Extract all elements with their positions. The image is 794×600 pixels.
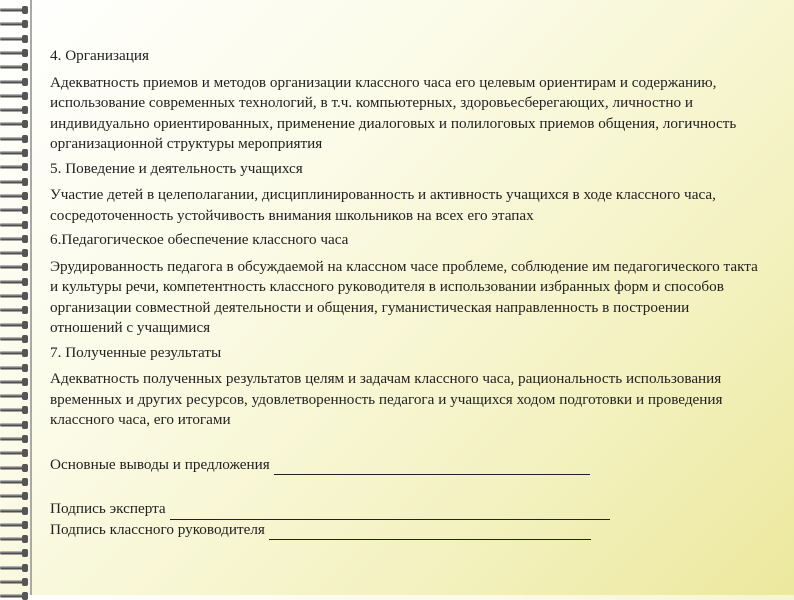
binding-ring <box>0 163 30 171</box>
binding-ring <box>0 78 30 86</box>
binding-ring <box>0 421 30 429</box>
section-results <box>50 343 765 431</box>
binding-ring <box>0 378 30 386</box>
binding-ring <box>0 392 30 400</box>
binding-ring <box>0 564 30 572</box>
binding-ring <box>0 192 30 200</box>
binding-ring <box>0 349 30 357</box>
binding-ring <box>0 492 30 500</box>
binding-ring <box>0 435 30 443</box>
binding-ring <box>0 478 30 486</box>
spiral-binding <box>0 0 34 595</box>
binding-ring <box>0 321 30 329</box>
expert-signature-blank[interactable] <box>170 503 610 520</box>
binding-ring <box>0 106 30 114</box>
binding-ring <box>0 406 30 414</box>
section-heading: 5. Поведение и деятельность учащихся <box>50 159 303 177</box>
teacher-signature-label: Подпись классного руководителя <box>50 520 265 538</box>
section-heading: 4. Организация <box>50 47 149 64</box>
section-text: Адекватность полученных результатов целям и задачам классного часа, рациональность использования временных и других ресурсов, удовлетворенность педагога и учащихся ходом подготовки и проведения классного часа, его итогами <box>50 370 723 428</box>
teacher-signature-blank[interactable] <box>269 523 591 540</box>
section-heading: 6.Педагогическое обеспечение классного часа <box>50 231 349 248</box>
conclusions-label: Основные выводы и предложения <box>50 455 270 473</box>
binding-ring <box>0 20 30 28</box>
binding-ring <box>0 521 30 529</box>
binding-ring <box>0 63 30 71</box>
page-edge <box>30 0 32 595</box>
binding-ring <box>0 120 30 128</box>
binding-ring <box>0 364 30 372</box>
binding-ring <box>0 235 30 243</box>
section-text: Адекватность приемов и методов организации классного часа его целевым ориентирам и содержанию, использование современных технологий, в т.ч. компьютерных, здоровьесберегающих, личностно и индивидуально ориентированных, применение диалоговых и полилоговых приемов общения, логичность организационной структуры мероприятия <box>50 73 737 152</box>
section-organization <box>50 46 765 155</box>
binding-ring <box>0 35 30 43</box>
binding-ring <box>0 178 30 186</box>
binding-ring <box>0 221 30 229</box>
binding-ring <box>0 335 30 343</box>
binding-ring <box>0 249 30 257</box>
expert-signature-label: Подпись эксперта <box>50 500 166 517</box>
section-text: Эрудированность педагога в обсуждаемой на классном часе проблеме, соблюдение им педагогического такта и культуры речи, компетентность классного руководителя в использовании избранных форм и способов организации совместной деятельности и общения, гуманистическая направленность в построении отношений с учащимися <box>50 257 758 336</box>
section-heading: 7. Полученные результаты <box>50 343 222 361</box>
section-text: Участие детей в целеполагании, дисциплинированность и активность учащихся в ходе классного часа, сосредоточенность устойчивость внимания школьников на всех его этапах <box>50 186 716 224</box>
binding-ring <box>0 149 30 157</box>
document-body <box>50 46 765 540</box>
expert-signature-line <box>50 499 765 520</box>
binding-ring <box>0 278 30 286</box>
binding-ring <box>0 92 30 100</box>
binding-ring <box>0 549 30 557</box>
section-pedagogical-support <box>50 230 765 339</box>
binding-ring <box>0 263 30 271</box>
binding-ring <box>0 464 30 472</box>
binding-ring <box>0 292 30 300</box>
binding-ring <box>0 578 30 586</box>
conclusions-blank[interactable] <box>274 458 590 475</box>
binding-ring <box>0 6 30 14</box>
binding-ring <box>0 592 30 600</box>
teacher-signature-line <box>50 520 765 541</box>
binding-ring <box>0 135 30 143</box>
binding-ring <box>0 49 30 57</box>
binding-ring <box>0 449 30 457</box>
binding-ring <box>0 306 30 314</box>
binding-ring <box>0 507 30 515</box>
binding-ring <box>0 535 30 543</box>
section-behavior <box>50 159 765 227</box>
conclusions-line <box>50 455 765 476</box>
binding-ring <box>0 206 30 214</box>
